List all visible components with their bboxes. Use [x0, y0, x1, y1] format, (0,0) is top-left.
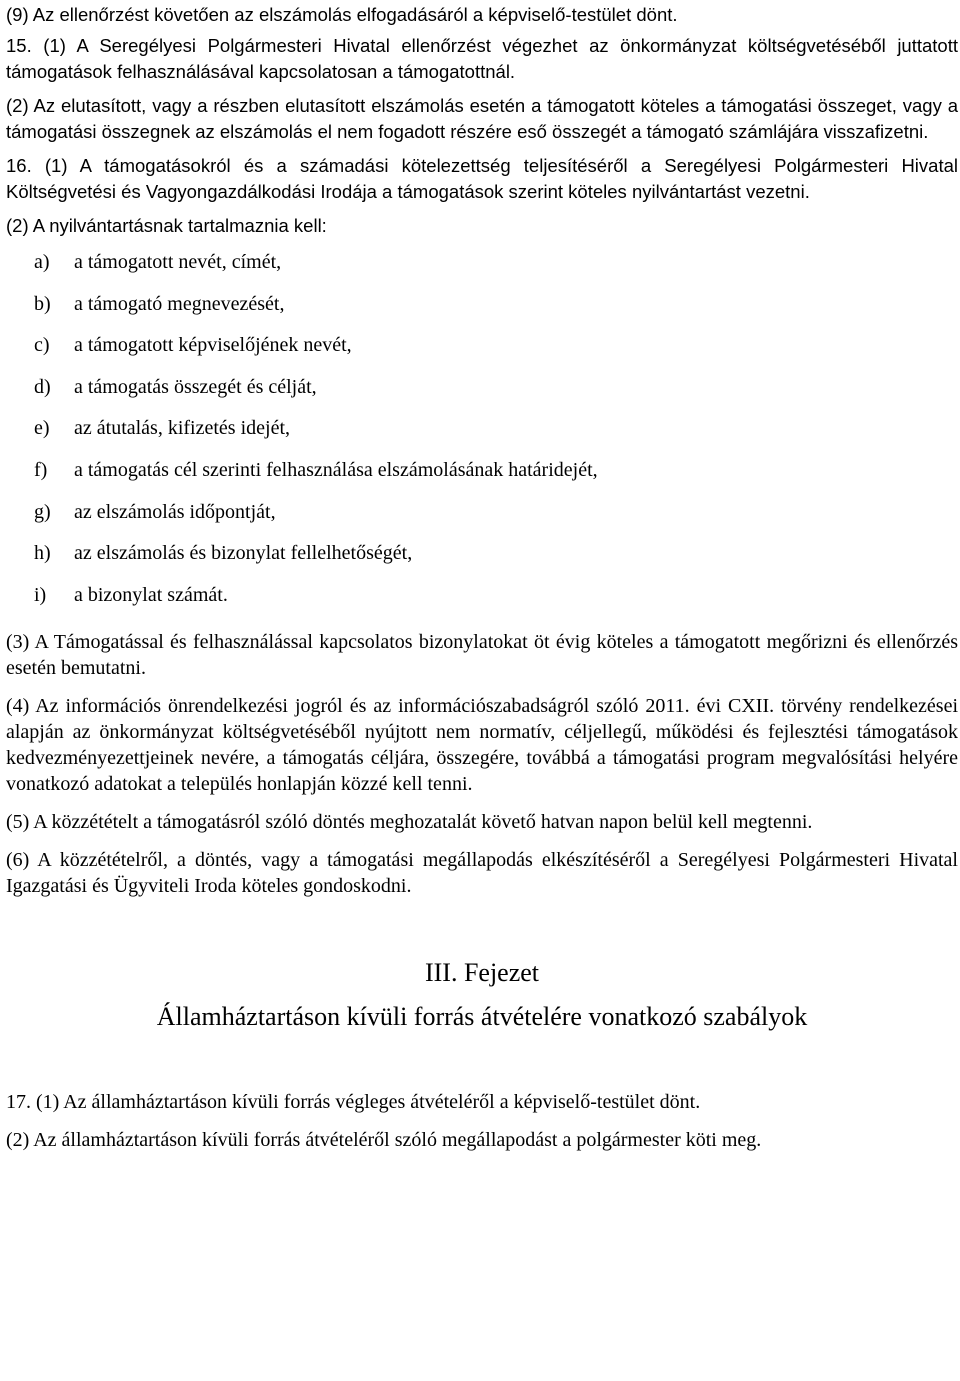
paragraph-9: (9) Az ellenőrzést követően az elszámolás elfogadásáról a képviselő-testület dönt. [6, 4, 678, 25]
list-item: b) a támogató megnevezését, [34, 292, 285, 315]
section-15-paragraph-2: (2) Az elutasított, vagy a részben elutasított elszámolás esetén a támogatott köteles a támogatási összeget, vagy a támogatási összegnek az elszámolás el nem fogadott részére eső összegét a támogató számlájára visszafizetni. [6, 95, 958, 142]
chapter-title: Államháztartáson kívüli forrás átvételére vonatkozó szabályok [156, 1002, 808, 1032]
section-17-paragraph-2: (2) Az államháztartáson kívüli forrás átvételéről szóló megállapodást a polgármester köti meg. [6, 1129, 762, 1152]
register-contents-list [6, 249, 958, 623]
section-16-paragraph-3: (3) A Támogatással és felhasználással kapcsolatos bizonylatokat öt évig köteles a támogatott megőrizni és ellenőrzés esetén bemutatni. [6, 631, 958, 680]
list-item: g) az elszámolás időpontját, [34, 500, 276, 523]
list-item: c) a támogatott képviselőjének nevét, [34, 334, 352, 357]
chapter-number: III. Fejezet [424, 958, 540, 988]
list-item: e) az átutalás, kifizetés idejét, [34, 417, 291, 440]
list-item: d) a támogatás összegét és célját, [34, 375, 317, 398]
section-16-paragraph-5: (5) A közzétételt a támogatásról szóló döntés meghozatalát követő hatvan napon belül kell megtenni. [6, 811, 813, 834]
section-15-paragraph-1: 15. (1) A Seregélyesi Polgármesteri Hivatal ellenőrzést végezhet az önkormányzat költségvetéséből juttatott támogatások felhasználásával kapcsolatosan a támogatottnál. [6, 35, 958, 82]
section-16-paragraph-2: (2) A nyilvántartásnak tartalmaznia kell: [6, 215, 327, 236]
section-16-paragraph-6: (6) A közzétételről, a döntés, vagy a támogatási megállapodás elkészítéséről a Seregélyesi Polgármesteri Hivatal Igazgatási és Ügyviteli Iroda köteles gondoskodni. [6, 849, 958, 898]
list-item: a) a támogatott nevét, címét, [34, 251, 282, 273]
list-item: f) a támogatás cél szerinti felhasználása elszámolásának határidejét, [34, 458, 598, 481]
section-16-paragraph-1: 16. (1) A támogatásokról és a számadási kötelezettség teljesítéséről a Seregélyesi Polgármesteri Hivatal Költségvetési és Vagyongazdálkodási Irodája a támogatások szerint köteles nyilvántartást vezetni. [6, 155, 958, 202]
section-16-paragraph-4: (4) Az információs önrendelkezési jogról és az információszabadságról szóló 2011. évi CXII. törvény rendelkezései alapján az önkormányzat költségvetéséből nyújtott nem normatív, céljellegű, működési és fejlesztési támogatások kedvezményezettjeinek nevére, a támogatás céljára, összegére, továbbá a támogatási program megvalósítási helyére vonatkozó adatokat a település honlapján közzé kell tenni. [6, 695, 958, 796]
list-item: h) az elszámolás és bizonylat fellelhetőségét, [34, 542, 413, 565]
list-item: i) a bizonylat számát. [34, 583, 228, 606]
section-17-paragraph-1: 17. (1) Az államháztartáson kívüli forrás végleges átvételéről a képviselő-testület dönt. [6, 1091, 701, 1114]
document-page [6, 0, 958, 1153]
